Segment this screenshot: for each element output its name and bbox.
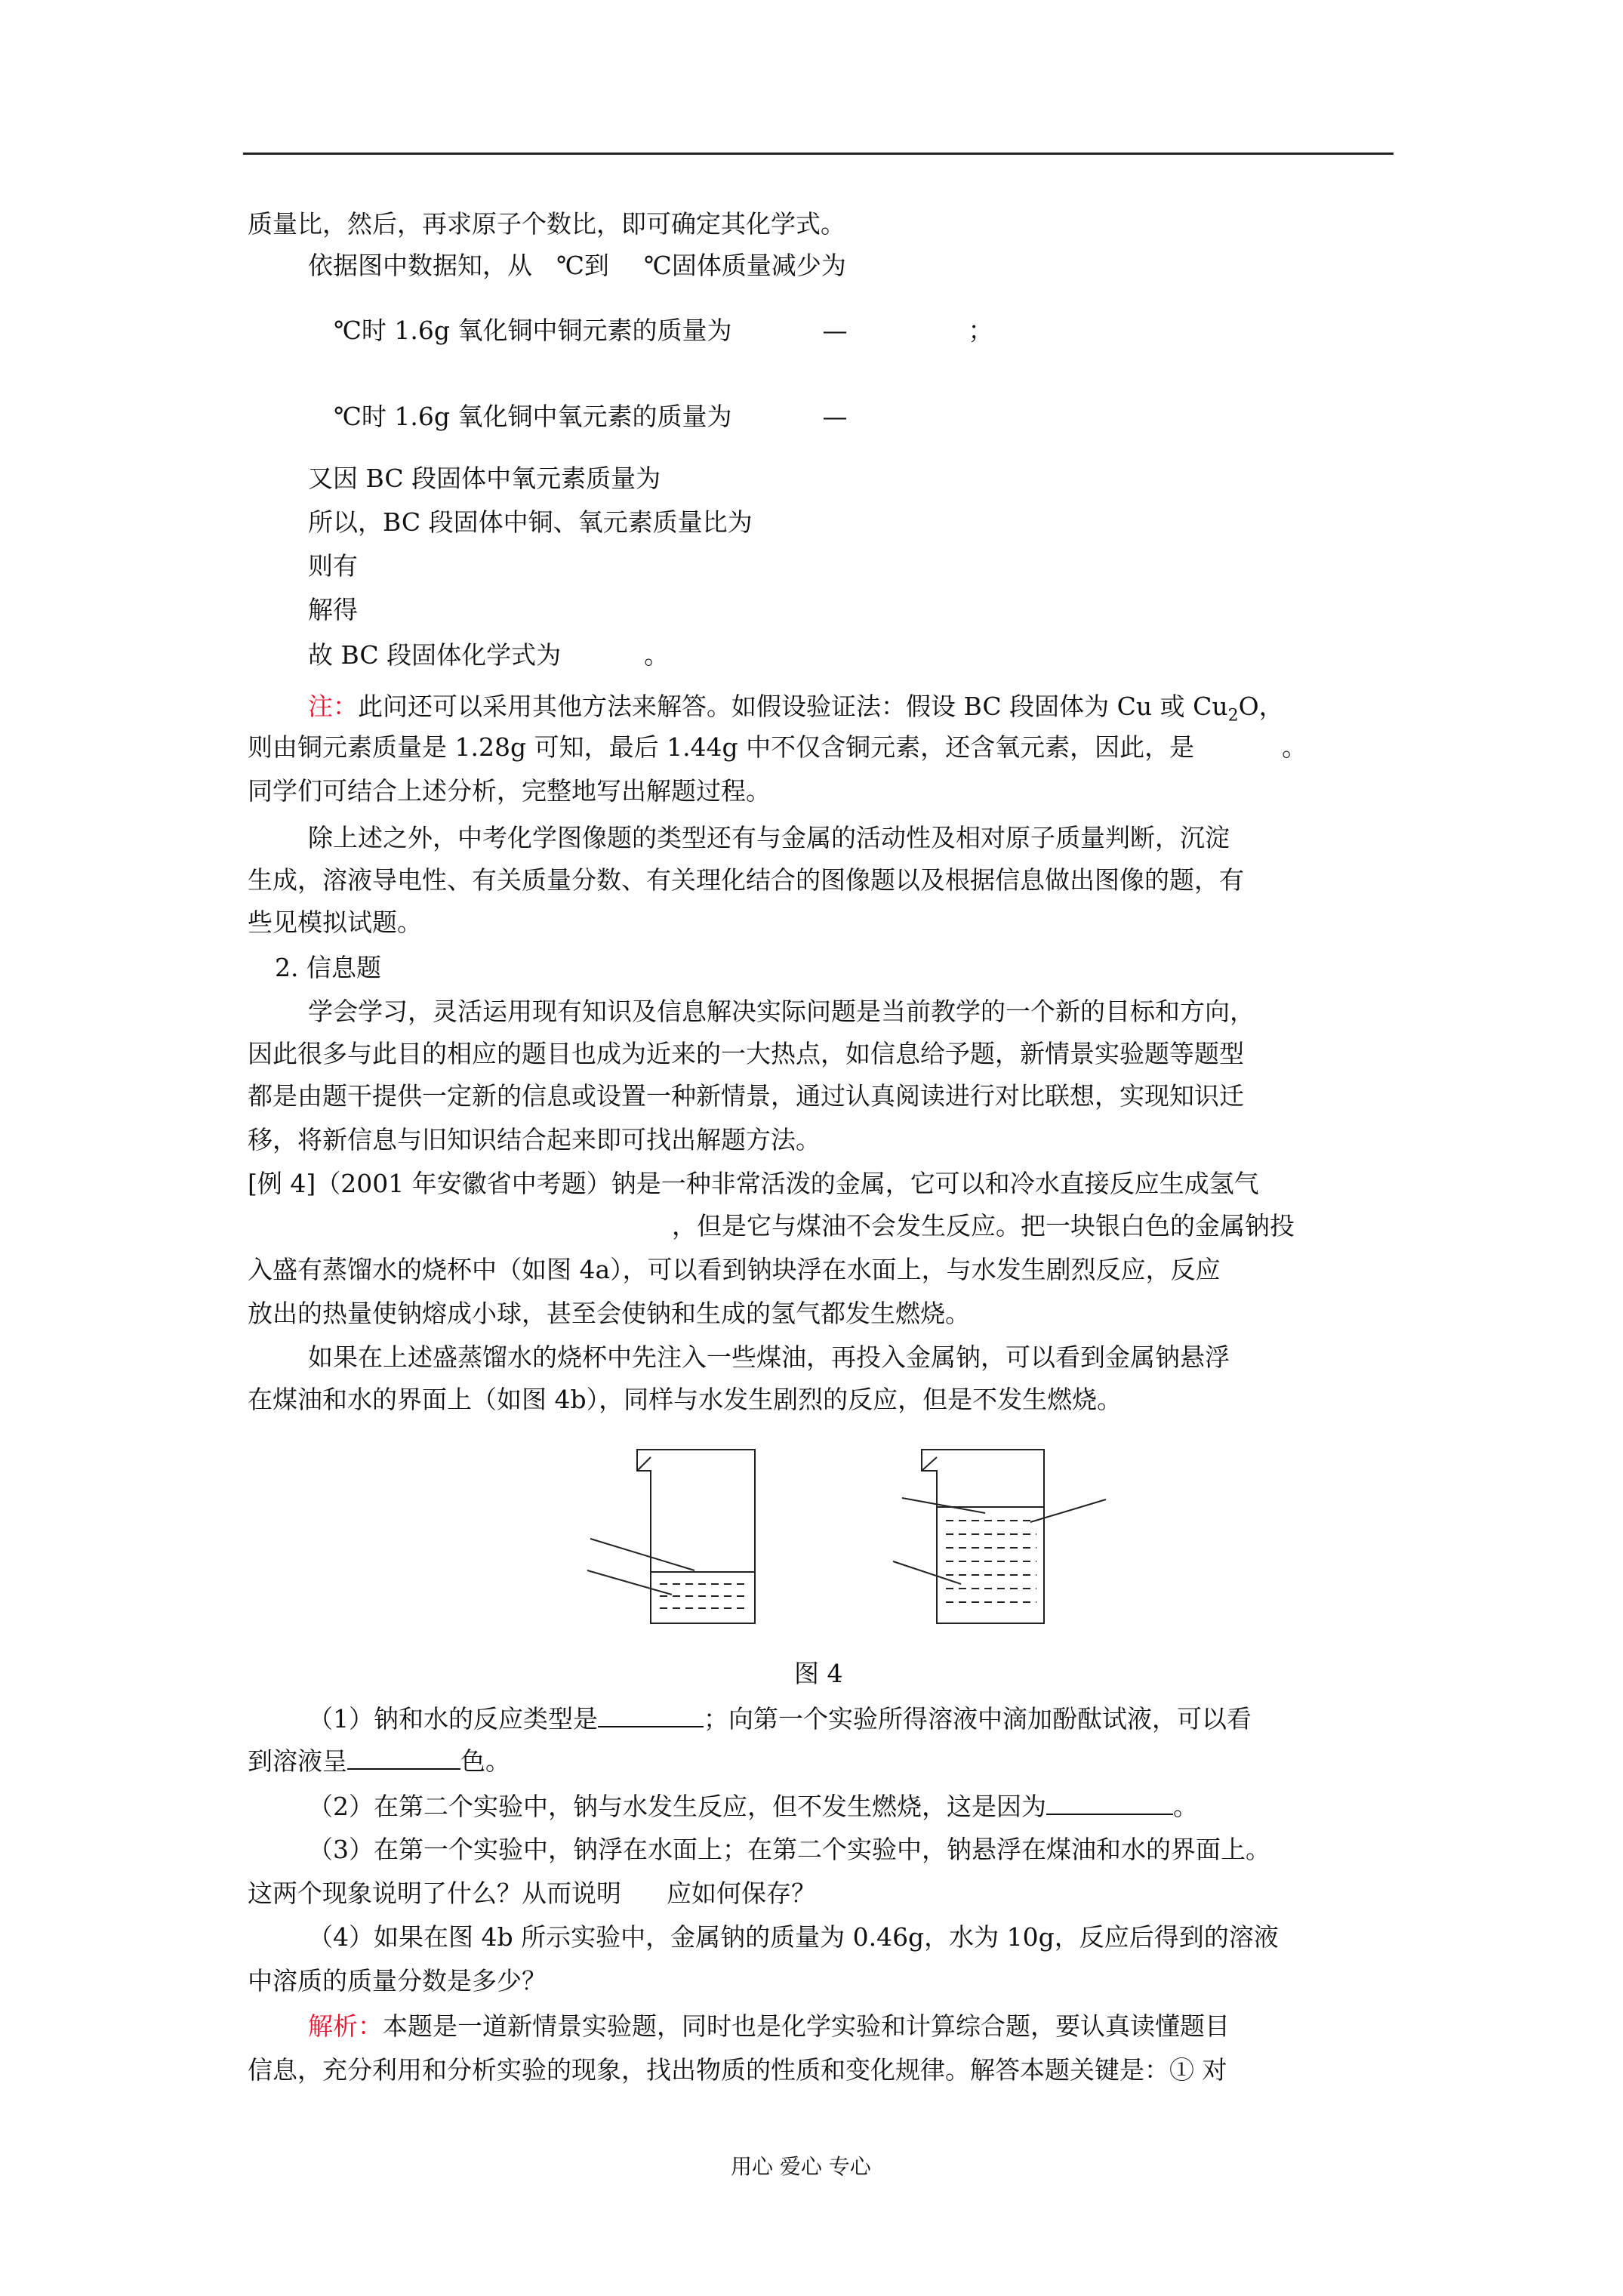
- question-3-cont: 这两个现象说明了什么？从而说明 应如何保存？: [248, 1878, 816, 1908]
- text-line: 依据图中数据知，从 ℃到 ℃固体质量减少为: [308, 251, 846, 280]
- text-line: 移，将新信息与旧知识结合起来即可找出解题方法。: [248, 1125, 821, 1154]
- beaker-4b-figure: [879, 1435, 1121, 1638]
- beaker-4b-outline: [922, 1450, 1044, 1623]
- text-line: 解得: [308, 595, 358, 624]
- question-2: （2）在第二个实验中，钠与水发生反应，但不发生燃烧，这是因为 。: [308, 1792, 1198, 1821]
- beaker-4a-outline: [637, 1450, 755, 1623]
- pointer-line: [893, 1561, 961, 1584]
- section-heading: 2. 信息题: [275, 953, 381, 982]
- text-line: 又因 BC 段固体中氧元素质量为: [308, 464, 661, 493]
- text-line: 质量比，然后，再求原子个数比，即可确定其化学式。: [248, 209, 845, 239]
- question-4-cont: 中溶质的质量分数是多少？: [248, 1966, 547, 1996]
- text-line: 故 BC 段固体化学式为 。: [308, 640, 670, 670]
- answer-blank[interactable]: [347, 1746, 460, 1770]
- answer-blank[interactable]: [598, 1703, 704, 1727]
- note-line: 注：此问还可以采用其他方法来解答。如假设验证法：假设 BC 段固体为 Cu 或 $Cu_2O$，: [308, 692, 1284, 726]
- pointer-line: [1030, 1499, 1106, 1522]
- pointer-line: [902, 1498, 985, 1513]
- analysis-line: 解析：本题是一道新情景实验题，同时也是化学实验和计算综合题，要认真读懂题目: [308, 2011, 1230, 2041]
- text-line: 除上述之外，中考化学图像题的类型还有与金属的活动性及相对原子质量判断，沉淀: [308, 823, 1230, 852]
- text-line: ，但是它与煤油不会发生反应。把一块银白色的金属钠投: [672, 1211, 1295, 1240]
- text-line: 都是由题干提供一定新的信息或设置一种新情景，通过认真阅读进行对比联想，实现知识迁: [248, 1081, 1244, 1111]
- figure-caption: 图 4: [794, 1659, 843, 1688]
- text-line: 入盛有蒸馏水的烧杯中（如图 4a），可以看到钠块浮在水面上，与水发生剧烈反应，反应: [248, 1255, 1221, 1284]
- analysis-label: 解析：: [308, 2011, 383, 2041]
- note-label: 注：: [308, 692, 358, 721]
- question-4: （4）如果在图 4b 所示实验中，金属钠的质量为 0.46g，水为 10g，反应后得到的溶液: [308, 1922, 1279, 1952]
- pointer-line: [590, 1539, 694, 1570]
- pointer-line: [587, 1570, 672, 1595]
- text-line: 些见模拟试题。: [248, 908, 422, 937]
- text-line: [例 4]（2001 年安徽省中考题）钠是一种非常活泼的金属，它可以和冷水直接反应生成氢气: [248, 1169, 1259, 1198]
- text-line: 如果在上述盛蒸馏水的烧杯中先注入一些煤油，再投入金属钠，可以看到金属钠悬浮: [308, 1342, 1230, 1372]
- text-line: 所以，BC 段固体中铜、氧元素质量比为: [308, 507, 753, 537]
- page-footer: 用心 爱心 专心: [731, 2154, 871, 2179]
- text-line: ℃时 1.6g 氧化铜中氧元素的质量为 —: [334, 402, 848, 431]
- text-line: 因此很多与此目的相应的题目也成为近来的一大热点，如信息给予题，新情景实验题等题型: [248, 1039, 1244, 1068]
- text-line: 学会学习，灵活运用现有知识及信息解决实际问题是当前教学的一个新的目标和方向，: [308, 997, 1255, 1026]
- text-line: 放出的热量使钠熔成小球，甚至会使钠和生成的氢气都发生燃烧。: [248, 1299, 970, 1328]
- note-line: 同学们可结合上述分析，完整地写出解题过程。: [248, 776, 771, 806]
- text-line: 在煤油和水的界面上（如图 4b），同样与水发生剧烈的反应，但是不发生燃烧。: [248, 1385, 1123, 1414]
- beaker-4a-figure: [574, 1435, 800, 1638]
- analysis-line: 信息，充分利用和分析实验的现象，找出物质的性质和变化规律。解答本题关键是：① 对: [248, 2055, 1227, 2085]
- question-3: （3）在第一个实验中，钠浮在水面上；在第二个实验中，钠悬浮在煤油和水的界面上。: [308, 1835, 1270, 1864]
- text-line: 则有: [308, 551, 358, 581]
- text-line: ℃时 1.6g 氧化铜中铜元素的质量为 — ；: [334, 316, 993, 345]
- question-1-cont: 到溶液呈 色。: [248, 1746, 510, 1776]
- answer-blank[interactable]: [1046, 1791, 1173, 1815]
- text-line: 生成，溶液导电性、有关质量分数、有关理化结合的图像题以及根据信息做出图像的题，有: [248, 865, 1244, 895]
- question-1: （1）钠和水的反应类型是 ；向第一个实验所得溶液中滴加酚酞试液，可以看: [308, 1704, 1252, 1734]
- note-line: 则由铜元素质量是 1.28g 可知，最后 1.44g 中不仅含铜元素，还含氧元素，因此，是 。: [248, 732, 1307, 762]
- header-rule: [243, 153, 1394, 155]
